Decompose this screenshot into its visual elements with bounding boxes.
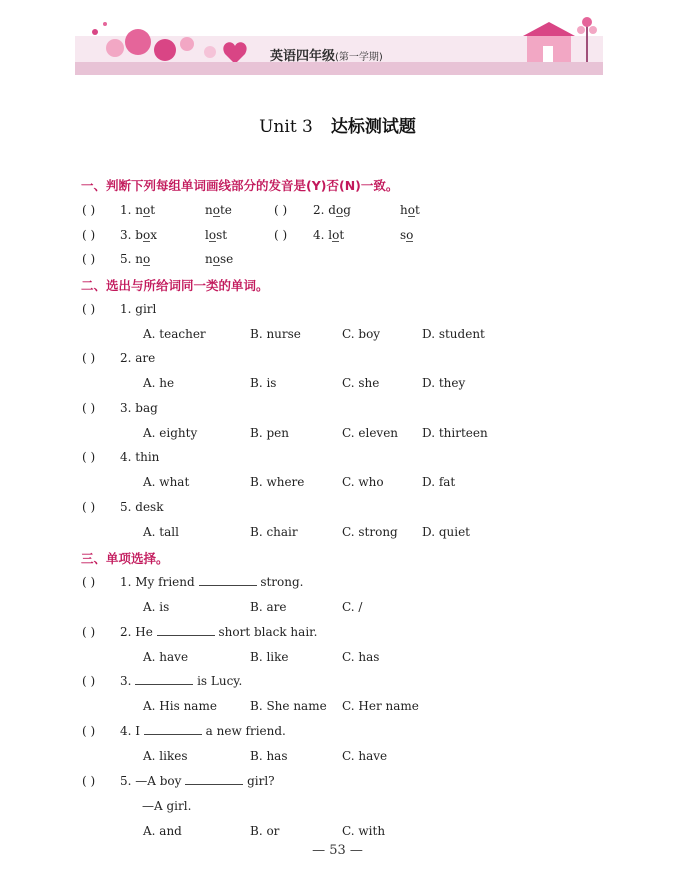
option-a: A. eighty <box>143 426 198 440</box>
option-d: D. quiet <box>422 525 470 539</box>
option-b: B. where <box>250 475 305 489</box>
answer-paren: ( ) <box>274 203 288 217</box>
s3-q3: 3. is Lucy. <box>120 674 243 688</box>
answer-paren: ( ) <box>82 302 96 316</box>
answer-paren: ( ) <box>82 351 96 365</box>
option-c: C. boy <box>342 327 381 341</box>
option-b: B. is <box>250 376 277 390</box>
answer-paren: ( ) <box>82 625 96 639</box>
option-c: C. / <box>342 600 363 614</box>
s3-q5-answer-line: —A girl. <box>142 799 192 813</box>
option-c: C. eleven <box>342 426 399 440</box>
option-c: C. who <box>342 475 384 489</box>
option-b: B. like <box>250 650 289 664</box>
section-2-heading: 二、选出与所给词同一类的单词。 <box>81 278 269 293</box>
s1-q1-word1: 1. not <box>120 203 156 217</box>
test-name: 达标测试题 <box>330 117 416 137</box>
answer-paren: ( ) <box>274 228 288 242</box>
option-c: C. Her name <box>342 699 419 713</box>
s1-q1-word2: note <box>205 203 232 217</box>
answer-paren: ( ) <box>82 228 96 242</box>
option-c: C. have <box>342 749 388 763</box>
s1-q5-word1: 5. no <box>120 252 151 266</box>
fill-blank <box>135 674 193 685</box>
header-subtitle: (第一学期) <box>335 52 383 63</box>
option-b: B. or <box>250 824 280 838</box>
option-a: A. is <box>143 600 170 614</box>
answer-paren: ( ) <box>82 500 96 514</box>
s3-q1: 1. My friend strong. <box>120 575 304 589</box>
section-1-heading: 一、判断下列每组单词画线部分的发音是(Y)否(N)一致。 <box>81 178 399 193</box>
option-a: A. and <box>143 824 182 838</box>
s2-q5: 5. desk <box>120 500 164 514</box>
option-d: D. fat <box>422 475 456 489</box>
s3-q2: 2. He short black hair. <box>120 625 318 639</box>
s2-q2: 2. are <box>120 351 156 365</box>
answer-paren: ( ) <box>82 774 96 788</box>
header-title-text: 英语四年级 <box>270 49 336 64</box>
option-a: A. he <box>143 376 175 390</box>
answer-paren: ( ) <box>82 674 96 688</box>
option-d: D. thirteen <box>422 426 488 440</box>
answer-paren: ( ) <box>82 724 96 738</box>
option-d: D. they <box>422 376 466 390</box>
answer-paren: ( ) <box>82 252 96 266</box>
option-c: C. she <box>342 376 380 390</box>
page-number: — 53 — <box>312 843 363 858</box>
option-b: B. chair <box>250 525 298 539</box>
option-b: B. pen <box>250 426 289 440</box>
option-b: B. nurse <box>250 327 301 341</box>
option-b: B. are <box>250 600 287 614</box>
s2-q1: 1. girl <box>120 302 157 316</box>
option-a: A. tall <box>143 525 179 539</box>
s1-q3-word1: 3. box <box>120 228 157 242</box>
answer-paren: ( ) <box>82 203 96 217</box>
option-c: C. with <box>342 824 386 838</box>
option-c: C. strong <box>342 525 398 539</box>
s1-q2-word2: hot <box>400 203 420 217</box>
answer-paren: ( ) <box>82 575 96 589</box>
fill-blank <box>144 724 202 735</box>
answer-paren: ( ) <box>82 450 96 464</box>
s1-q3-word2: lost <box>205 228 228 242</box>
page-title <box>0 112 675 137</box>
answer-paren: ( ) <box>82 401 96 415</box>
fill-blank <box>199 575 257 586</box>
option-d: D. student <box>422 327 485 341</box>
s1-q4-word2: so <box>400 228 414 242</box>
option-b: B. She name <box>250 699 327 713</box>
option-a: A. likes <box>143 749 188 763</box>
fill-blank <box>185 774 243 785</box>
s1-q2-word1: 2. dog <box>313 203 351 217</box>
option-c: C. has <box>342 650 380 664</box>
unit-label: Unit 3 <box>259 117 313 137</box>
option-a: A. teacher <box>143 327 206 341</box>
s1-q4-word1: 4. lot <box>313 228 345 242</box>
option-a: A. what <box>143 475 190 489</box>
s2-q3: 3. bag <box>120 401 158 415</box>
s3-q5: 5. —A boy girl? <box>120 774 275 788</box>
s1-q5-word2: nose <box>205 252 234 266</box>
section-3-heading: 三、单项选择。 <box>81 551 169 566</box>
s3-q4: 4. I a new friend. <box>120 724 286 738</box>
option-a: A. have <box>143 650 189 664</box>
option-a: A. His name <box>143 699 217 713</box>
option-b: B. has <box>250 749 288 763</box>
fill-blank <box>157 625 215 636</box>
s2-q4: 4. thin <box>120 450 160 464</box>
header-title <box>270 45 383 64</box>
